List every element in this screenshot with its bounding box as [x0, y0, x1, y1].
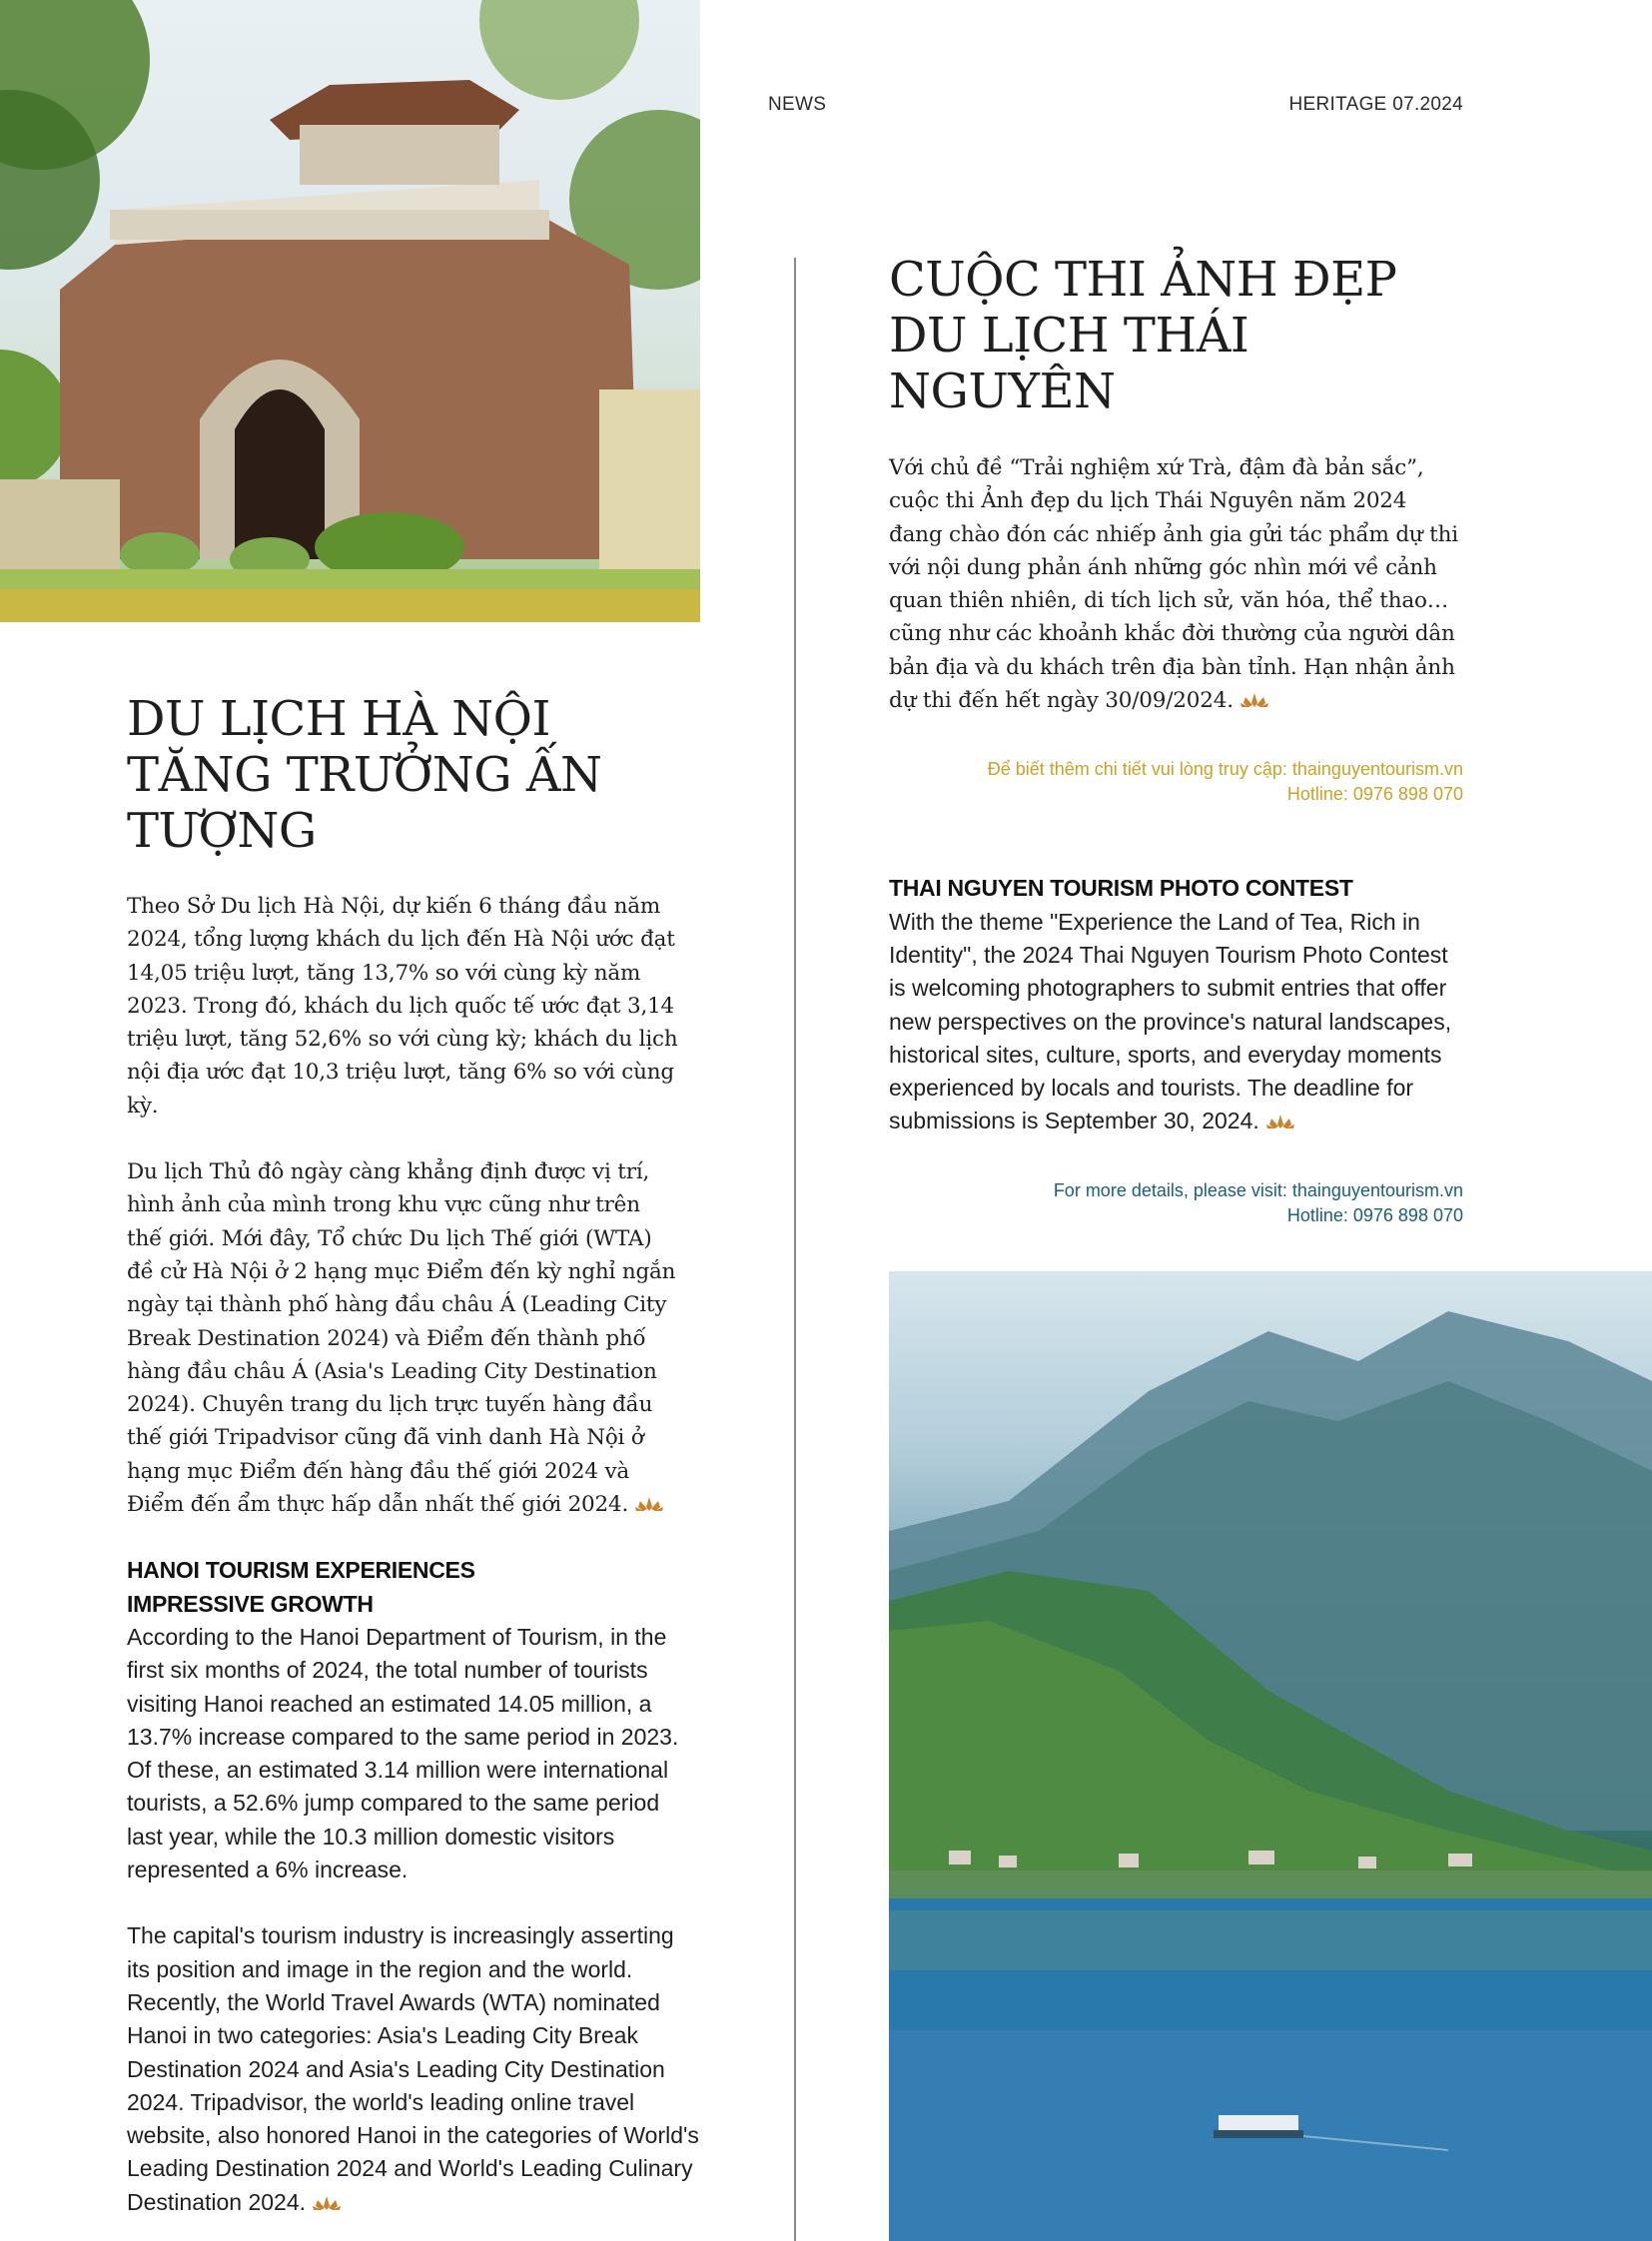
hanoi-vn-paragraph-1: Theo Sở Du lịch Hà Nội, dự kiến 6 tháng đầu năm 2024, tổng lượng khách du lịch đến Hà Nội ước đạt 14,05 triệu lượt, tăng 13,7% so với cùng kỳ năm 2023. Trong đó, khách du lịch quốc tế ước đạt 3,14 triệu lượt, tăng 52,6% so với cùng kỳ; khách du lịch nội địa ước đạt 10,3 triệu lượt, tăng 6% so với cùng kỳ. — [127, 894, 678, 1119]
hanoi-en-paragraph-2 — [127, 1919, 701, 2219]
thai-nguyen-vn-contact — [889, 757, 1463, 807]
section-label: NEWS — [768, 94, 827, 115]
hanoi-article — [127, 691, 706, 2219]
hanoi-title — [127, 691, 706, 859]
lotus-icon — [634, 1495, 664, 1513]
hanoi-en-heading-line1: HANOI TOURISM EXPERIENCES — [127, 1557, 475, 1584]
thai-nguyen-en-contact — [889, 1178, 1463, 1228]
thai-nguyen-en-heading: THAI NGUYEN TOURISM PHOTO CONTEST — [889, 875, 1353, 902]
hanoi-vn-paragraph-2-text: Du lịch Thủ đô ngày càng khẳng định được vị trí, hình ảnh của mình trong khu vực cũng như trên thế giới. Mới đây, Tổ chức Du lịch Thế giới (WTA) đề cử Hà Nội ở 2 hạng mục Điểm đến kỳ nghỉ ngắn ngày tại thành phố hàng đầu châu Á (Leading City Break Destination 2024) và Điểm đến thành phố hàng đầu châu Á (Asia's Leading City Destination 2024). Chuyên trang du lịch trực tuyến hàng đầu thế giới Tripadvisor cũng đã vinh danh Hà Nội ở hạng mục Điểm đến hàng đầu thế giới 2024 và Điểm đến ẩm thực hấp dẫn nhất thế giới 2024. — [127, 1159, 676, 1518]
thai-nguyen-en-paragraph-text: With the theme "Experience the Land of Tea, Rich in Identity", the 2024 Thai Nguyen Tourism Photo Contest is welcoming photographers to submit entries that offer new perspectives on the province's natural landscapes, historical sites, culture, sports, and everyday moments experienced by locals and tourists. The deadline for submissions is September 30, 2024. — [889, 908, 1452, 1134]
thai-nguyen-vn-paragraph — [889, 451, 1463, 717]
thai-nguyen-en-paragraph — [889, 906, 1463, 1138]
thai-nguyen-title-line1: CUỘC THI ẢNH ĐẸP — [889, 252, 1397, 308]
lotus-icon — [312, 2194, 342, 2212]
thai-nguyen-vn-paragraph-text: Với chủ đề “Trải nghiệm xứ Trà, đậm đà bản sắc”, cuộc thi Ảnh đẹp du lịch Thái Nguyên năm 2024 đang chào đón các nhiếp ảnh gia gửi tác phẩm dự thi với nội dung phản ánh những góc nhìn mới về cảnh quan thiên nhiên, di tích lịch sử, văn hóa, thể thao… cũng như các khoảnh khắc đời thường của người dân bản địa và du khách trên địa bàn tỉnh. Hạn nhận ảnh dự thi đến hết ngày 30/09/2024. — [889, 455, 1458, 714]
issue-label: HERITAGE 07.2024 — [1288, 94, 1463, 115]
en-contact-website[interactable]: For more details, please visit: thainguyentourism.vn — [1053, 1179, 1463, 1200]
citadel-gate-photo — [0, 0, 700, 622]
hanoi-en-paragraph-1: According to the Hanoi Department of Tourism, in the first six months of 2024, the total number of tourists visiting Hanoi reached an estimated 14.05 million, a 13.7% increase compared to the same period in 2023. Of these, an estimated 3.14 million were international tourists, a 52.6% jump compared to the same period last year, while the 10.3 million domestic visitors represented a 6% increase. — [127, 1623, 679, 1883]
hanoi-en-heading — [127, 1554, 706, 1621]
thai-nguyen-title — [889, 252, 1463, 419]
lotus-icon — [1265, 1113, 1295, 1130]
vn-contact-website[interactable]: Để biết thêm chi tiết vui lòng truy cập: thainguyentourism.vn — [987, 759, 1463, 780]
hanoi-en-paragraph-2-text: The capital's tourism industry is increasingly asserting its position and image in the region and the world. Recently, the World Travel Awards (WTA) nominated Hanoi in two categories: Asia's Leading City Break Destination 2024 and Asia's Leading City Destination 2024. Tripadvisor, the world's leading online travel website, also honored Hanoi in the categories of World's Leading Destination 2024 and World's Leading Culinary Destination 2024. — [127, 1922, 699, 2215]
mountain-lake-photo — [889, 1271, 1652, 2241]
hanoi-vn-paragraph-2 — [127, 1155, 681, 1521]
thai-nguyen-article — [889, 252, 1463, 1228]
hanoi-title-line1: DU LỊCH HÀ NỘI — [127, 691, 550, 747]
hanoi-title-line2: TĂNG TRƯỞNG ẤN TƯỢNG — [127, 747, 602, 859]
lotus-icon — [1239, 691, 1269, 709]
hanoi-en-heading-line2: IMPRESSIVE GROWTH — [127, 1590, 374, 1617]
vn-contact-hotline: Hotline: 0976 898 070 — [1286, 784, 1463, 805]
thai-nguyen-title-line2: DU LỊCH THÁI NGUYÊN — [889, 308, 1249, 419]
column-divider — [794, 258, 796, 2241]
en-contact-hotline: Hotline: 0976 898 070 — [1286, 1204, 1463, 1225]
